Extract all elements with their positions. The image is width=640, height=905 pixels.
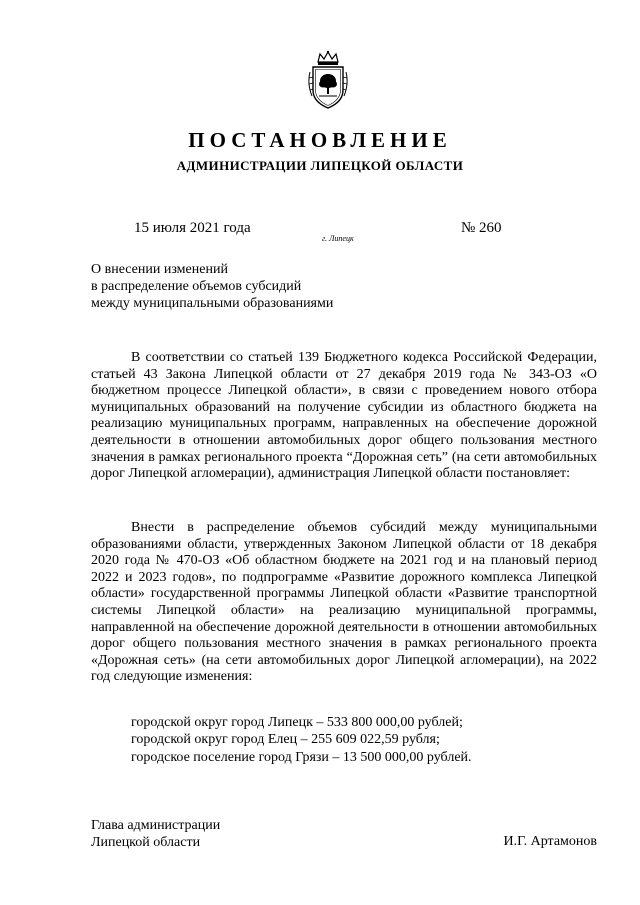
- list-item: городской округ город Елец – 255 609 022,59 рубля;: [131, 732, 440, 748]
- document-number: № 260: [461, 220, 502, 236]
- list-item: городской округ город Липецк – 533 800 000,00 рублей;: [131, 715, 463, 730]
- list-item: городское поселение город Грязи – 13 500 000,00 рублей.: [131, 749, 472, 765]
- body-paragraph-1: В соответствии со статьей 139 Бюджетного кодекса Российской Федерации, статьей 43 Закона Липецкой области от 27 декабря 2019 года № 343-ОЗ «О бюджетном процессе Липецкой области», в связи с проведением нового отбора муниципальных образований на получение субсидии из областного бюджета на реализацию муниципальных программ, направленных на обеспечение дорожной деятельности в отношении автомобильных дорог общего пользования местного значения в рамках регионального проекта “Дорожная сеть” (на сети автомобильных дорог Липецкой агломерации), администрация Липецкой области постановляет:: [91, 350, 597, 482]
- document-subject: [91, 261, 333, 312]
- body-paragraph-2: Внести в распределение объемов субсидий между муниципальными образованиями области, утвержденных Законом Липецкой области от 18 декабря 2020 года № 470-ОЗ «Об областном бюджете на 2021 год и на плановый период 2022 и 2023 годов», по подпрограмме «Развитие дорожного комплекса Липецкой области» государственной программы Липецкой области «Развитие транспортной системы Липецкой области» на реализацию муниципальной программы, направленной на обеспечение дорожной деятельности в отношении автомобильных дорог общего пользования местного значения в рамках регионального проекта «Дорожная сеть» (на сети автомобильных дорог Липецкой агломерации), на 2022 год следующие изменения:: [91, 520, 597, 685]
- changes-list: [131, 714, 472, 766]
- document-city: г. Липецк: [322, 234, 354, 243]
- subject-line: в распределение объемов субсидий: [91, 279, 302, 294]
- subject-line: между муниципальными образованиями: [91, 296, 334, 311]
- position-line: Глава администрации: [91, 818, 221, 833]
- document-title: ПОСТАНОВЛЕНИЕ: [188, 128, 452, 152]
- coat-of-arms-icon: [306, 50, 350, 110]
- signatory-name: И.Г. Артамонов: [503, 834, 597, 849]
- signatory-position: [91, 817, 220, 851]
- document-subtitle: АДМИНИСТРАЦИИ ЛИПЕЦКОЙ ОБЛАСТИ: [176, 158, 464, 173]
- subject-line: О внесении изменений: [91, 262, 228, 277]
- document-date: 15 июля 2021 года: [134, 220, 251, 236]
- position-line: Липецкой области: [91, 835, 201, 850]
